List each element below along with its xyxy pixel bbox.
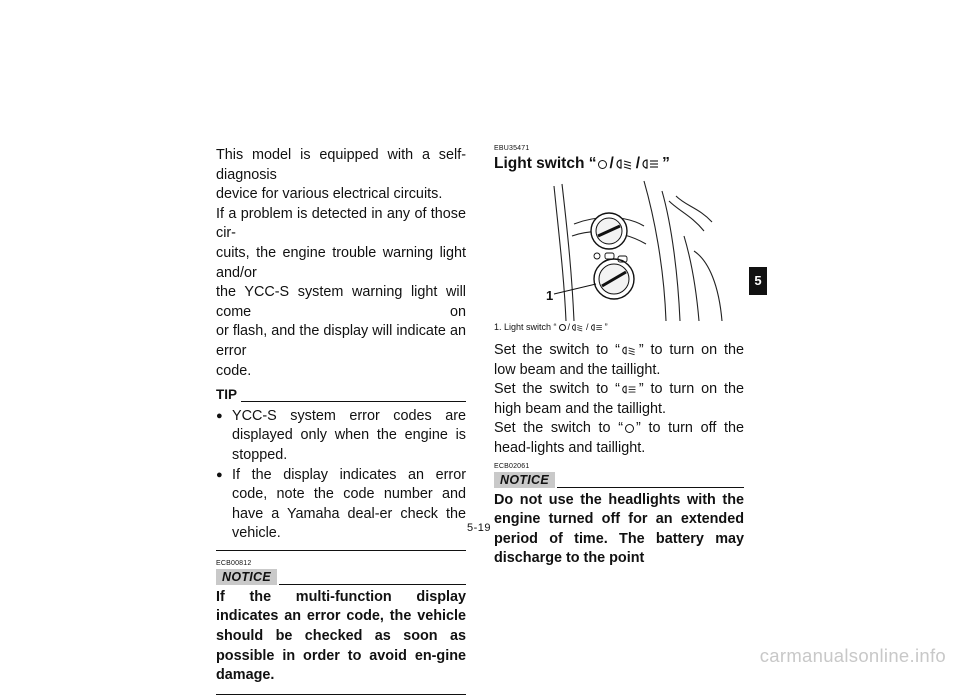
notice-code: ECB00812 <box>216 559 252 567</box>
notice-rule <box>279 584 466 585</box>
intro-line: cuits, the engine trouble warning light and/or <box>216 244 466 281</box>
tip-heading <box>216 385 466 405</box>
instruction-off <box>494 419 744 458</box>
notice-badge: NOTICE <box>494 472 555 488</box>
tip-list <box>216 407 466 544</box>
notice-heading <box>494 472 744 488</box>
notice-text: Do not use the headlights with the engine turned off for an extended period of time. The battery may discharge to the point <box>494 491 744 567</box>
notice-rule <box>557 487 744 488</box>
instruction-low-beam <box>494 341 744 380</box>
tip-item: ● YCC-S system error codes are displayed only when the engine is stopped. <box>216 407 466 466</box>
off-icon <box>598 160 607 169</box>
section-title-suffix: ” <box>662 155 670 172</box>
notice-code: ECB02061 <box>494 462 530 470</box>
intro-line: code. <box>216 362 252 379</box>
off-icon <box>559 324 566 331</box>
tip-item: ● If the display indicates an error code, note the code number and have a Yamaha deal-er check the vehicle. <box>216 466 466 544</box>
watermark: carmanualsonline.info <box>759 645 946 666</box>
intro-line: If a problem is detected in any of those cir- <box>216 205 466 242</box>
light-switch-figure <box>494 176 744 321</box>
figure-callout: 1 <box>546 288 554 303</box>
high-beam-icon <box>641 158 661 170</box>
instruction-text: ” to turn off the head-lights and taillight. <box>494 420 744 456</box>
low-beam-icon <box>571 323 585 332</box>
tip-rule <box>241 401 466 402</box>
intro-line: device for various electrical circuits. <box>216 186 443 203</box>
off-icon <box>625 424 634 433</box>
handlebar-illustration <box>494 176 744 321</box>
caption-prefix: 1. Light switch “ <box>494 322 557 332</box>
tip-end-rule <box>216 550 466 551</box>
section-code: EBU35471 <box>494 145 530 152</box>
figure-caption: 1. Light switch “ / / ” <box>494 322 608 332</box>
notice-heading <box>216 569 466 585</box>
section-tab: 5 <box>749 267 767 295</box>
page-number: 5-19 <box>467 522 492 534</box>
instruction-text: Set the switch to “ <box>494 342 620 358</box>
instruction-high-beam <box>494 380 744 419</box>
right-column <box>494 144 744 569</box>
intro-line: the YCC-S system warning light will come on <box>216 284 466 320</box>
instruction-text: ” to turn on the high beam and the taillight. <box>494 381 744 417</box>
high-beam-icon <box>590 323 604 332</box>
instruction-text: ” to turn on the low beam and the taillight. <box>494 342 744 378</box>
tip-label: TIP <box>216 387 238 403</box>
notice-badge: NOTICE <box>216 569 277 585</box>
intro-line: or flash, and the display will indicate an error <box>216 323 466 359</box>
instruction-text: Set the switch to “ <box>494 420 624 437</box>
notice-text: If the multi-function display indicates an error code, the vehicle should be checked as soon as possible in order to avoid en-gine damage. <box>216 588 466 684</box>
high-beam-icon <box>621 384 638 395</box>
intro-line: This model is equipped with a self-diagnosis <box>216 147 466 183</box>
low-beam-icon <box>615 158 635 170</box>
left-column <box>216 146 466 695</box>
section-title: Light switch “ / / ” <box>494 155 670 172</box>
section-title-prefix: Light switch “ <box>494 155 597 172</box>
caption-suffix: ” <box>604 322 608 332</box>
instruction-text: Set the switch to “ <box>494 381 620 398</box>
low-beam-icon <box>621 345 638 356</box>
